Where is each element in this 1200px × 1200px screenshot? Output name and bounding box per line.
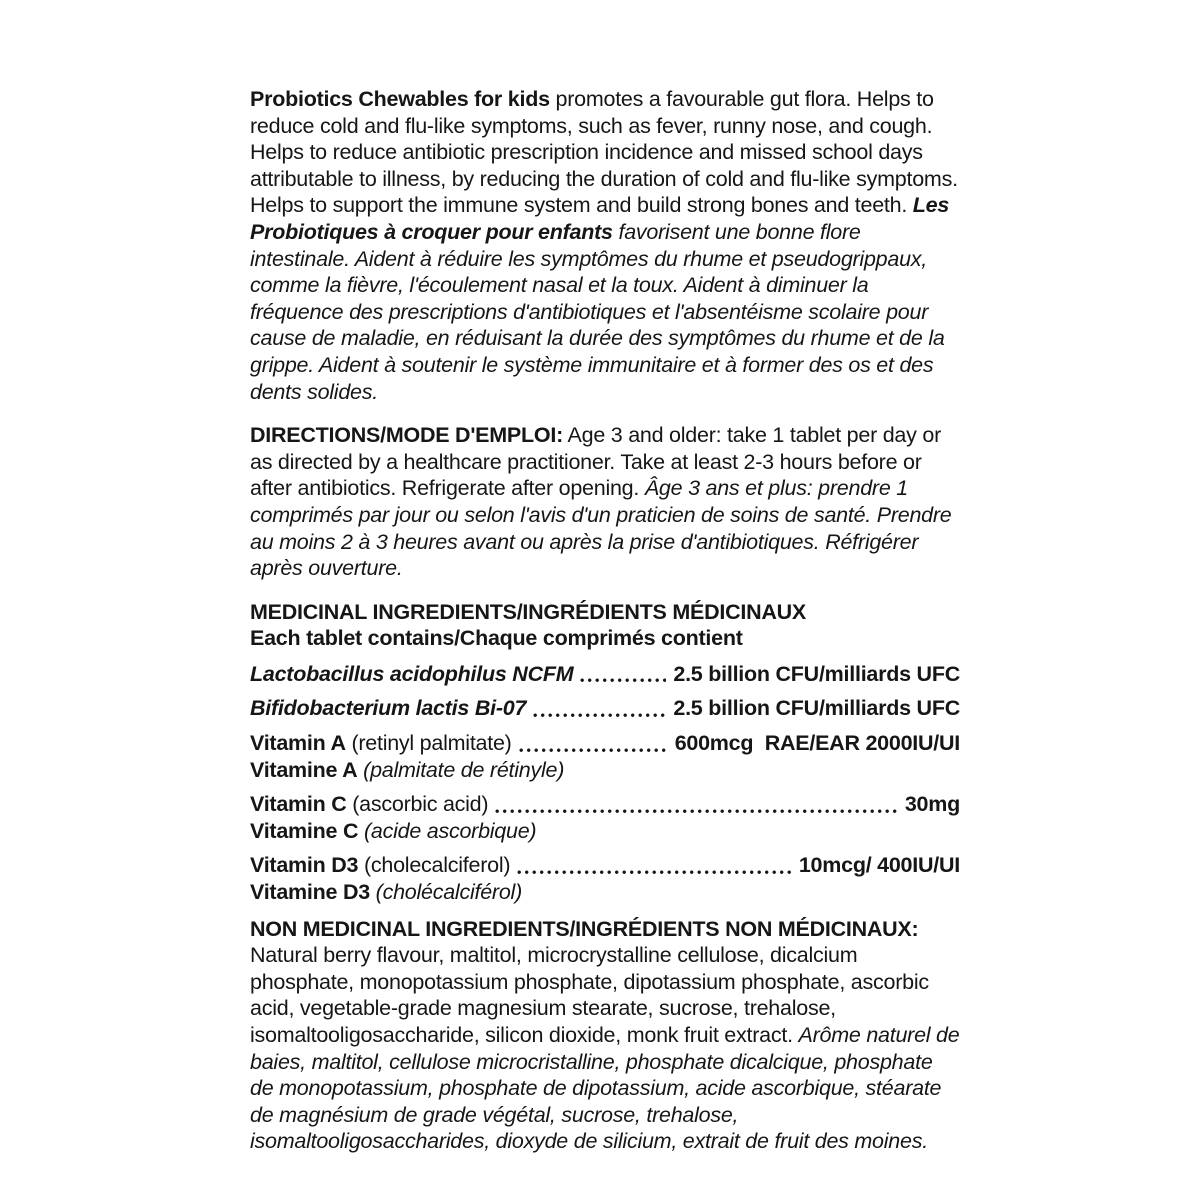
ingredient-source: (retinyl palmitate) <box>351 731 512 756</box>
non-medicinal-section <box>250 916 960 1155</box>
medicinal-section <box>250 599 960 906</box>
ingredient-row-vitamin-a <box>250 730 960 783</box>
ingredient-source-fr: (acide ascorbique) <box>363 818 537 843</box>
ingredient-value: 2.5 billion CFU/milliards UFC <box>673 661 960 686</box>
ingredient-name: Vitamin D3 <box>250 853 359 878</box>
dot-leader <box>580 678 666 683</box>
ingredient-name-fr: Vitamine C <box>250 818 359 843</box>
description-paragraph <box>250 86 960 405</box>
ingredient-row-bifidobacterium <box>250 695 960 722</box>
non-medicinal-en: Natural berry flavour, maltitol, microcrystalline cellulose, dicalcium phosphate, monopotassium phosphate, dipotassium phosphate, ascorbic acid, vegetable-grade magnesium stearate, sucrose, trehalose, isomaltooligosaccharide, silicon dioxide, monk fruit extract. <box>250 943 929 1047</box>
non-medicinal-fr: Arôme naturel de baies, maltitol, cellulose microcristalline, phosphate dicalcique, phosphate de monopotassium, phosphate de dipotassium, acide ascorbique, stéarate de magnésium de grade végétal, sucrose, trehalose, isomaltooligosaccharides, dioxyde de silicium, extrait de fruit des moines. <box>250 1023 960 1154</box>
directions-fr: Âge 3 ans et plus: prendre 1 comprimés par jour ou selon l'avis d'un praticien de soins de santé. Prendre au moins 2 à 3 heures avant ou après la prise d'antibiotiques. Réfrigérer après ouverture. <box>250 476 952 581</box>
directions-label: DIRECTIONS/MODE D'EMPLOI: <box>250 423 564 448</box>
ingredient-source: (cholecalciferol) <box>363 853 511 878</box>
medicinal-rows <box>250 661 960 906</box>
description-fr: favorisent une bonne flore intestinale. Aident à réduire les symptômes du rhume et pseudogrippaux, comme la fièvre, l'écoulement nasal et la toux. Aident à diminuer la fréquence des prescriptions d'antibiotiques et l'absentéisme scolaire pour cause de maladie, en réduisant la durée des symptômes du rhume et de la grippe. Aident à soutenir le système immunitaire et à former des os et des dents solides. <box>250 219 945 404</box>
product-name-fr: Les Probiotiques à croquer pour enfants <box>250 193 950 244</box>
ingredient-name: Lactobacillus acidophilus NCFM <box>250 661 574 686</box>
directions-en: Age 3 and older: take 1 tablet per day or as directed by a healthcare practitioner. Take at least 2-3 hours before or after antibiotics. Refrigerate after opening. <box>250 423 941 501</box>
ingredient-name: Vitamin A <box>250 731 346 756</box>
dot-leader <box>519 748 668 753</box>
ingredient-row-vitamin-d3 <box>250 852 960 905</box>
non-medicinal-paragraph <box>250 942 960 1155</box>
medicinal-subheader: Each tablet contains/Chaque comprimés contient <box>250 626 743 651</box>
description-en: promotes a favourable gut flora. Helps to reduce cold and flu-like symptoms, such as fever, runny nose, and cough. Helps to reduce antibiotic prescription incidence and missed school days attributable to illness, by reducing the duration of cold and flu-like symptoms. Helps to support the immune system and build strong bones and teeth. <box>250 87 958 218</box>
ingredient-name: Vitamin C <box>250 792 347 817</box>
ingredient-value: 600mcg RAE/EAR 2000IU/UI <box>674 731 960 756</box>
ingredient-source-fr: (cholécalciférol) <box>375 880 522 905</box>
ingredient-value: 30mg <box>904 792 960 817</box>
medicinal-header: MEDICINAL INGREDIENTS/INGRÉDIENTS MÉDICINAUX <box>250 599 806 624</box>
non-medicinal-header: NON MEDICINAL INGREDIENTS/INGRÉDIENTS NON MÉDICINAUX: <box>250 916 919 941</box>
dot-leader <box>517 870 792 875</box>
product-name-en: Probiotics Chewables for kids <box>250 87 550 111</box>
ingredient-value: 10mcg/ 400IU/UI <box>798 853 960 878</box>
ingredient-source-fr: (palmitate de rétinyle) <box>363 757 565 782</box>
ingredient-row-lactobacillus <box>250 661 960 688</box>
dot-leader <box>495 809 898 814</box>
directions-paragraph <box>250 422 960 582</box>
ingredient-source: (ascorbic acid) <box>352 792 489 817</box>
ingredient-value: 2.5 billion CFU/milliards UFC <box>673 696 960 721</box>
dot-leader <box>533 713 666 718</box>
ingredient-row-vitamin-c <box>250 791 960 844</box>
ingredient-name: Bifidobacterium lactis Bi-07 <box>250 696 527 721</box>
product-label-text <box>250 86 960 1155</box>
ingredient-name-fr: Vitamine D3 <box>250 880 370 905</box>
ingredient-name-fr: Vitamine A <box>250 757 358 782</box>
